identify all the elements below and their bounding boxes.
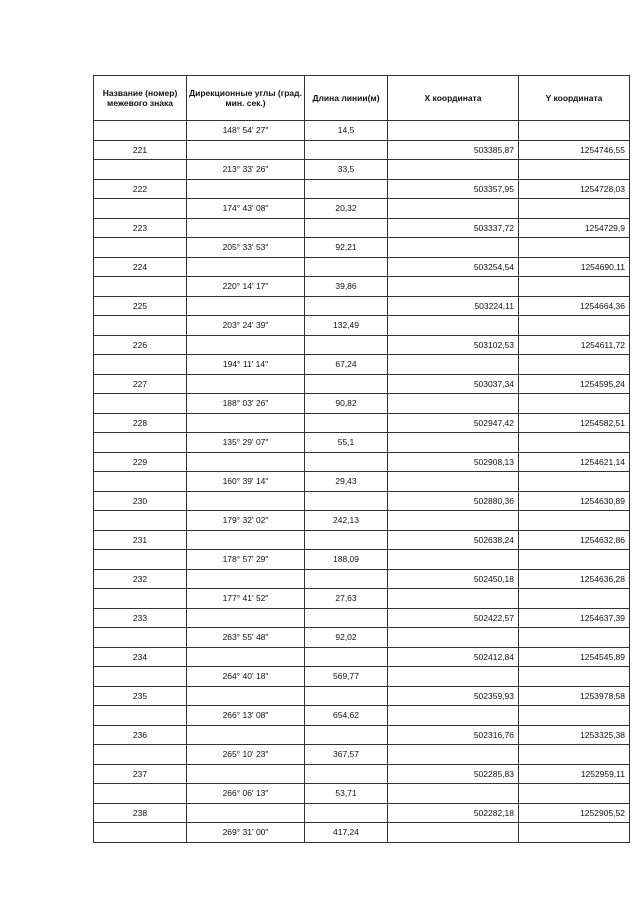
cell-line-length [305,491,388,511]
cell-x-coordinate [388,121,519,141]
table-row [94,550,630,570]
cell-line-length: 90,82 [305,394,388,414]
cell-point-name: 222 [94,179,187,199]
cell-point-name: 236 [94,725,187,745]
cell-line-length [305,452,388,472]
cell-y-coordinate: 1254637,39 [519,608,630,628]
cell-line-length: 654,62 [305,706,388,726]
cell-x-coordinate [388,394,519,414]
cell-line-length [305,725,388,745]
cell-point-name: 238 [94,803,187,823]
cell-y-coordinate: 1253325,38 [519,725,630,745]
cell-y-coordinate [519,784,630,804]
table-row [94,628,630,648]
cell-x-coordinate: 503102,53 [388,335,519,355]
cell-x-coordinate [388,784,519,804]
table-row [94,589,630,609]
cell-y-coordinate: 1254545,89 [519,647,630,667]
cell-line-length: 417,24 [305,823,388,843]
cell-line-length: 39,86 [305,277,388,297]
cell-y-coordinate: 1254690,11 [519,257,630,277]
cell-direction-angle [187,374,305,394]
cell-y-coordinate: 1254729,9 [519,218,630,238]
cell-line-length [305,179,388,199]
cell-y-coordinate: 1252905,52 [519,803,630,823]
cell-direction-angle [187,530,305,550]
table-row [94,140,630,160]
cell-line-length: 92,21 [305,238,388,258]
cell-y-coordinate: 1254611,72 [519,335,630,355]
cell-point-name: 221 [94,140,187,160]
table-row [94,121,630,141]
cell-point-name: 223 [94,218,187,238]
cell-point-name [94,706,187,726]
cell-line-length: 242,13 [305,511,388,531]
table-row [94,257,630,277]
header-x: X координата [388,76,519,121]
cell-point-name [94,472,187,492]
cell-x-coordinate [388,199,519,219]
cell-x-coordinate: 503037,34 [388,374,519,394]
cell-x-coordinate [388,823,519,843]
cell-direction-angle [187,218,305,238]
cell-point-name [94,667,187,687]
cell-x-coordinate [388,706,519,726]
cell-line-length [305,296,388,316]
cell-y-coordinate: 1252959,11 [519,764,630,784]
cell-x-coordinate: 502880,36 [388,491,519,511]
cell-y-coordinate: 1254621,14 [519,452,630,472]
cell-point-name [94,784,187,804]
cell-point-name: 234 [94,647,187,667]
cell-point-name: 233 [94,608,187,628]
cell-x-coordinate: 503254,54 [388,257,519,277]
cell-direction-angle: 178° 57' 29" [187,550,305,570]
header-y: Y координата [519,76,630,121]
table-row [94,706,630,726]
cell-y-coordinate: 1254582,51 [519,413,630,433]
cell-line-length: 55,1 [305,433,388,453]
cell-point-name: 225 [94,296,187,316]
cell-point-name [94,316,187,336]
cell-point-name: 237 [94,764,187,784]
cell-point-name [94,745,187,765]
cell-y-coordinate [519,433,630,453]
cell-y-coordinate: 1254630,89 [519,491,630,511]
cell-direction-angle [187,803,305,823]
cell-line-length: 569,77 [305,667,388,687]
cell-line-length: 33,5 [305,160,388,180]
table-row [94,179,630,199]
cell-direction-angle [187,335,305,355]
cell-line-length [305,374,388,394]
cell-direction-angle [187,686,305,706]
table-row [94,472,630,492]
cell-y-coordinate [519,823,630,843]
cell-x-coordinate: 502947,42 [388,413,519,433]
cell-x-coordinate [388,589,519,609]
cell-direction-angle: 220° 14' 17" [187,277,305,297]
cell-x-coordinate [388,355,519,375]
cell-x-coordinate [388,472,519,492]
cell-direction-angle [187,725,305,745]
table-row [94,160,630,180]
cell-direction-angle [187,179,305,199]
cell-direction-angle: 160° 39' 14" [187,472,305,492]
table-row [94,394,630,414]
table-row [94,667,630,687]
cell-line-length: 92,02 [305,628,388,648]
header-length: Длина линии(м) [305,76,388,121]
cell-direction-angle [187,140,305,160]
cell-x-coordinate [388,433,519,453]
cell-direction-angle: 188° 03' 26" [187,394,305,414]
cell-line-length [305,218,388,238]
cell-point-name: 229 [94,452,187,472]
table-row [94,686,630,706]
table-row [94,803,630,823]
header-angle: Дирекционные углы (град. мин. сек.) [187,76,305,121]
table-row [94,296,630,316]
cell-line-length [305,140,388,160]
table-row [94,530,630,550]
cell-line-length [305,608,388,628]
cell-point-name [94,121,187,141]
cell-x-coordinate: 502282,18 [388,803,519,823]
cell-y-coordinate: 1254728,03 [519,179,630,199]
cell-line-length: 53,71 [305,784,388,804]
cell-x-coordinate [388,511,519,531]
table-row [94,218,630,238]
table-row [94,238,630,258]
table-row [94,316,630,336]
cell-y-coordinate [519,667,630,687]
cell-line-length [305,803,388,823]
cell-y-coordinate [519,238,630,258]
cell-x-coordinate [388,745,519,765]
table-row [94,199,630,219]
cell-direction-angle [187,608,305,628]
cell-point-name [94,355,187,375]
cell-y-coordinate: 1254746,55 [519,140,630,160]
table-row [94,335,630,355]
cell-direction-angle: 179° 32' 02" [187,511,305,531]
cell-direction-angle: 135° 29' 07" [187,433,305,453]
cell-x-coordinate: 503337,72 [388,218,519,238]
cell-x-coordinate: 503385,87 [388,140,519,160]
table-row [94,764,630,784]
cell-line-length: 27,63 [305,589,388,609]
header-name: Название (номер) межевого знака [94,76,187,121]
cell-direction-angle [187,296,305,316]
cell-y-coordinate [519,277,630,297]
cell-y-coordinate [519,511,630,531]
table-row [94,355,630,375]
table-row [94,413,630,433]
table-row [94,277,630,297]
cell-y-coordinate [519,394,630,414]
cell-direction-angle: 265° 10' 23" [187,745,305,765]
cell-point-name [94,628,187,648]
cell-x-coordinate: 502422,57 [388,608,519,628]
cell-x-coordinate [388,628,519,648]
cell-point-name [94,823,187,843]
cell-line-length: 20,32 [305,199,388,219]
cell-y-coordinate [519,160,630,180]
cell-x-coordinate: 502359,93 [388,686,519,706]
cell-point-name [94,160,187,180]
cell-point-name [94,550,187,570]
cell-direction-angle: 266° 13' 08" [187,706,305,726]
cell-line-length [305,413,388,433]
cell-direction-angle [187,452,305,472]
cell-line-length: 14,5 [305,121,388,141]
table-body [94,121,630,843]
cell-line-length [305,647,388,667]
cell-x-coordinate: 502908,13 [388,452,519,472]
table-row [94,569,630,589]
table-row [94,647,630,667]
cell-x-coordinate: 502638,24 [388,530,519,550]
cell-y-coordinate: 1254664,36 [519,296,630,316]
cell-point-name: 227 [94,374,187,394]
cell-point-name: 232 [94,569,187,589]
cell-y-coordinate [519,121,630,141]
cell-x-coordinate: 502316,76 [388,725,519,745]
cell-point-name [94,277,187,297]
cell-y-coordinate: 1254632,86 [519,530,630,550]
cell-line-length [305,569,388,589]
cell-point-name: 228 [94,413,187,433]
cell-x-coordinate [388,238,519,258]
table-row [94,823,630,843]
cell-x-coordinate: 502285,83 [388,764,519,784]
cell-line-length [305,764,388,784]
cell-direction-angle: 263° 55' 48" [187,628,305,648]
cell-line-length: 367,57 [305,745,388,765]
cell-line-length [305,335,388,355]
table-row [94,725,630,745]
cell-x-coordinate [388,550,519,570]
cell-point-name [94,238,187,258]
cell-point-name [94,433,187,453]
cell-direction-angle: 264° 40' 18" [187,667,305,687]
cell-direction-angle: 177° 41' 52" [187,589,305,609]
cell-x-coordinate: 503357,95 [388,179,519,199]
cell-direction-angle: 148° 54' 27" [187,121,305,141]
cell-point-name: 230 [94,491,187,511]
cell-line-length: 188,09 [305,550,388,570]
cell-point-name: 235 [94,686,187,706]
table-row [94,491,630,511]
cell-point-name [94,199,187,219]
table-row [94,745,630,765]
cell-x-coordinate [388,667,519,687]
cell-y-coordinate [519,745,630,765]
cell-direction-angle: 269° 31' 00" [187,823,305,843]
cell-point-name: 224 [94,257,187,277]
cell-line-length: 67,24 [305,355,388,375]
cell-y-coordinate: 1253978,58 [519,686,630,706]
cell-direction-angle: 266° 06' 13" [187,784,305,804]
table-row [94,511,630,531]
cell-x-coordinate [388,277,519,297]
cell-direction-angle: 205° 33' 53" [187,238,305,258]
cell-direction-angle [187,764,305,784]
cell-direction-angle [187,257,305,277]
boundary-table [93,75,630,843]
cell-y-coordinate [519,316,630,336]
cell-point-name [94,589,187,609]
cell-x-coordinate: 502412,84 [388,647,519,667]
cell-line-length [305,257,388,277]
cell-line-length: 132,49 [305,316,388,336]
table-row [94,374,630,394]
cell-point-name: 226 [94,335,187,355]
cell-line-length [305,530,388,550]
cell-x-coordinate: 502450,18 [388,569,519,589]
cell-x-coordinate [388,160,519,180]
cell-y-coordinate [519,199,630,219]
cell-y-coordinate [519,706,630,726]
cell-direction-angle [187,647,305,667]
cell-y-coordinate: 1254636,28 [519,569,630,589]
table-row [94,452,630,472]
cell-y-coordinate: 1254595,24 [519,374,630,394]
cell-point-name [94,511,187,531]
cell-point-name: 231 [94,530,187,550]
cell-x-coordinate: 503224,11 [388,296,519,316]
header-row [94,76,630,121]
cell-direction-angle [187,413,305,433]
cell-y-coordinate [519,589,630,609]
cell-x-coordinate [388,316,519,336]
cell-direction-angle [187,491,305,511]
cell-y-coordinate [519,472,630,492]
cell-direction-angle: 213° 33' 26" [187,160,305,180]
cell-y-coordinate [519,355,630,375]
cell-line-length: 29,43 [305,472,388,492]
cell-direction-angle: 203° 24' 39" [187,316,305,336]
table-row [94,784,630,804]
cell-y-coordinate [519,550,630,570]
cell-direction-angle [187,569,305,589]
cell-y-coordinate [519,628,630,648]
table-row [94,433,630,453]
cell-point-name [94,394,187,414]
table-row [94,608,630,628]
cell-direction-angle: 174° 43' 08" [187,199,305,219]
cell-direction-angle: 194° 11' 14" [187,355,305,375]
cell-line-length [305,686,388,706]
